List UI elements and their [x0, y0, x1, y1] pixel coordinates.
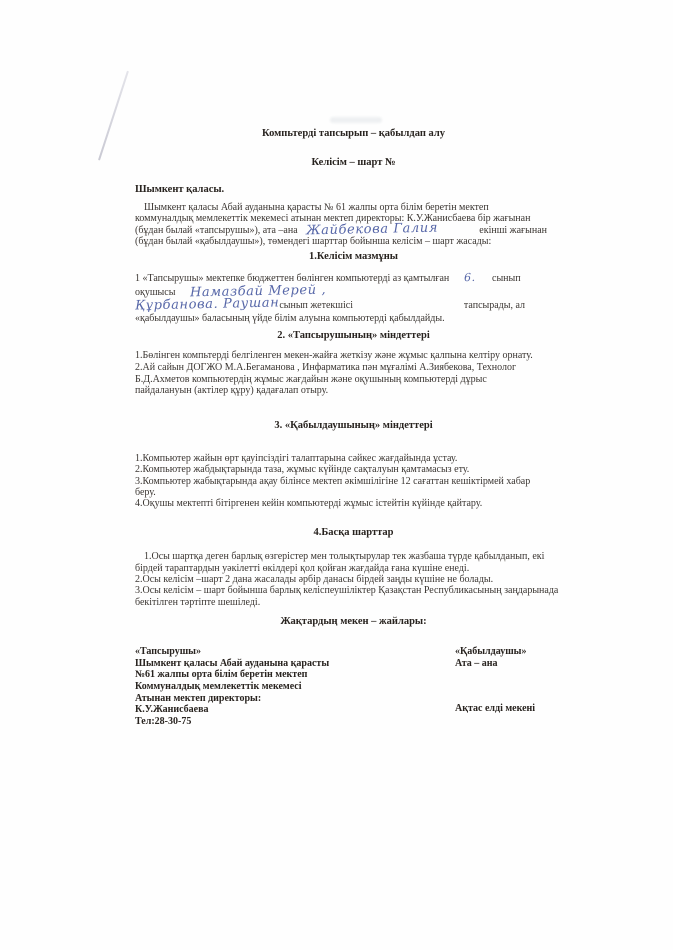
text-line: Б.Д.Ахметов компьютердің жұмыс жағдайын және оқушының компьютерді дұрыс [135, 373, 487, 385]
section1-body [135, 272, 572, 324]
section1-line-3-tail: тапсырады, ал [463, 300, 525, 312]
city-heading: Шымкент қаласы. [135, 184, 225, 195]
text-line: беру. [135, 486, 156, 498]
party-sender-title: «Тапсырушы» [135, 645, 201, 657]
handwritten-student-name: Намазбай Мерей , [189, 282, 327, 301]
section2-heading: 2. «Тапсырушының» міндеттері [277, 330, 430, 342]
text-line: 2.Осы келісім –шарт 2 дана жасалады әрбір данасы бірдей заңды күшіне не болады. [135, 574, 494, 586]
section1-line-3-text: сынып жетекшісі [279, 300, 353, 312]
section4-heading: 4.Басқа шарттар [313, 527, 394, 539]
intro-line-3-text: (бұдан былай «тапсырушы»), ата –ана [135, 224, 298, 236]
party-sender-line: Атынан мектеп директоры: [135, 692, 262, 704]
party-sender-line: №61 жалпы орта білім беретін мектеп [135, 669, 308, 681]
text-line: 1.Бөлінген компьтерді белгіленген мекен-жайға жеткізу және жұмыс қалпына келтіру орнату. [135, 350, 533, 362]
text-line: 3.Осы келісім – шарт бойынша барлық келіспеушіліктер Қазақстан Республикасының заңдарынада [135, 585, 559, 597]
party-receiver-subtitle: Ата – ана [455, 657, 498, 669]
intro-line-3 [135, 220, 572, 238]
section1-line-1-tail: сынып [492, 273, 521, 285]
party-sender-phone: Тел:28-30-75 [135, 716, 192, 728]
text-line: бекітілген тәртіпте шешіледі. [135, 596, 261, 608]
addresses-heading: Жақтардың мекен – жайлары: [280, 615, 427, 627]
section2-body [135, 350, 572, 397]
party-receiver-location: Ақтас елді мекені [455, 703, 536, 715]
section3-body [135, 453, 572, 509]
text-line: 1.Компьютер жайын өрт қауіпсіздігі талаптарына сәйкес жағдайында ұстау. [135, 453, 458, 464]
text-line: 2.Компьютер жабдықтарында таза, жұмыс күйінде сақталуын қамтамасыз ету. [135, 464, 470, 476]
section1-line-4: «қабылдаушы» баласының үйде білім алуына компьютерді қабылдайды. [135, 312, 445, 324]
text-line: 4.Оқушы мектепті бітіргенен кейін компьютерді жұмыс істейтін күйінде қайтару. [135, 498, 483, 510]
party-receiver-title: «Қабылдаушы» [455, 645, 527, 657]
document-content [135, 0, 572, 728]
document-title: Компьтерді тапсырып – қабылдап алу [262, 128, 445, 139]
section1-line-2-text: оқушысы [135, 286, 176, 298]
intro-paragraph [135, 202, 572, 247]
section3-heading: 3. «Қабылдаушының» міндеттері [274, 420, 433, 431]
text-line: 1.Осы шартқа деген барлық өзгерістер мен толықтырулар тек жазбаша түрде қабылданып, екі [144, 551, 545, 563]
intro-line-1: Шымкент қаласы Абай ауданына қарасты № 61 жалпы орта білім беретін мектеп [144, 202, 489, 213]
party-sender-director: К.У.Жанисбаева [135, 704, 209, 716]
text-line: 2.Ай сайын ДОГЖО М.А.Бегаманова , Инфарматика пән мұғалімі А.Зиябекова, Технолог [135, 361, 517, 373]
party-receiver-column [455, 646, 572, 728]
paper-crease-mark [98, 71, 129, 161]
parties-block [135, 646, 572, 728]
contract-number-line: Келісім – шарт № [311, 157, 396, 168]
section4-body [135, 551, 572, 607]
handwritten-teacher-name: Құрбанова. Раушан [134, 295, 280, 314]
text-line: пайдалануын (актілер құру) қадағалап отыру. [135, 385, 329, 397]
party-sender-line: Коммуналдық мемлекеттік мекемесі [135, 681, 302, 693]
section1-heading: 1.Келісім мазмұны [309, 251, 398, 263]
handwritten-parent-name: Жайбекова Галия [305, 220, 438, 238]
section1-line-1-text: 1 «Тапсырушы» мектепке бюджеттен бөлінген компьютерді аз қамтылған [135, 273, 450, 285]
text-line: бірдей тараптардын уәкілетті өкілдері қол қойған жағдайда ғана күшіне енеді. [135, 562, 470, 574]
intro-line-4: (бұдан былай «қабылдаушы»), төмендегі шарттар бойынша келісім – шарт жасады: [135, 235, 492, 247]
intro-line-2: коммуналдық мемлекеттік мекемесі атынан мектеп директоры: К.У.Жанисбаева бір жағынан [135, 213, 531, 225]
section1-line-3 [134, 295, 572, 314]
section1-line-1 [135, 272, 572, 286]
party-sender-line: Шымкент қаласы Абай ауданына қарасты [135, 657, 330, 669]
text-line: 3.Компьютер жабықтарында ақау білінсе мектеп әкімшілігіне 12 сағаттан кешіктірмей хабар [135, 475, 531, 487]
intro-line-3-tail: екінші жағынан [479, 224, 547, 236]
party-sender-column [135, 646, 455, 728]
handwritten-grade: 6. [463, 271, 476, 285]
